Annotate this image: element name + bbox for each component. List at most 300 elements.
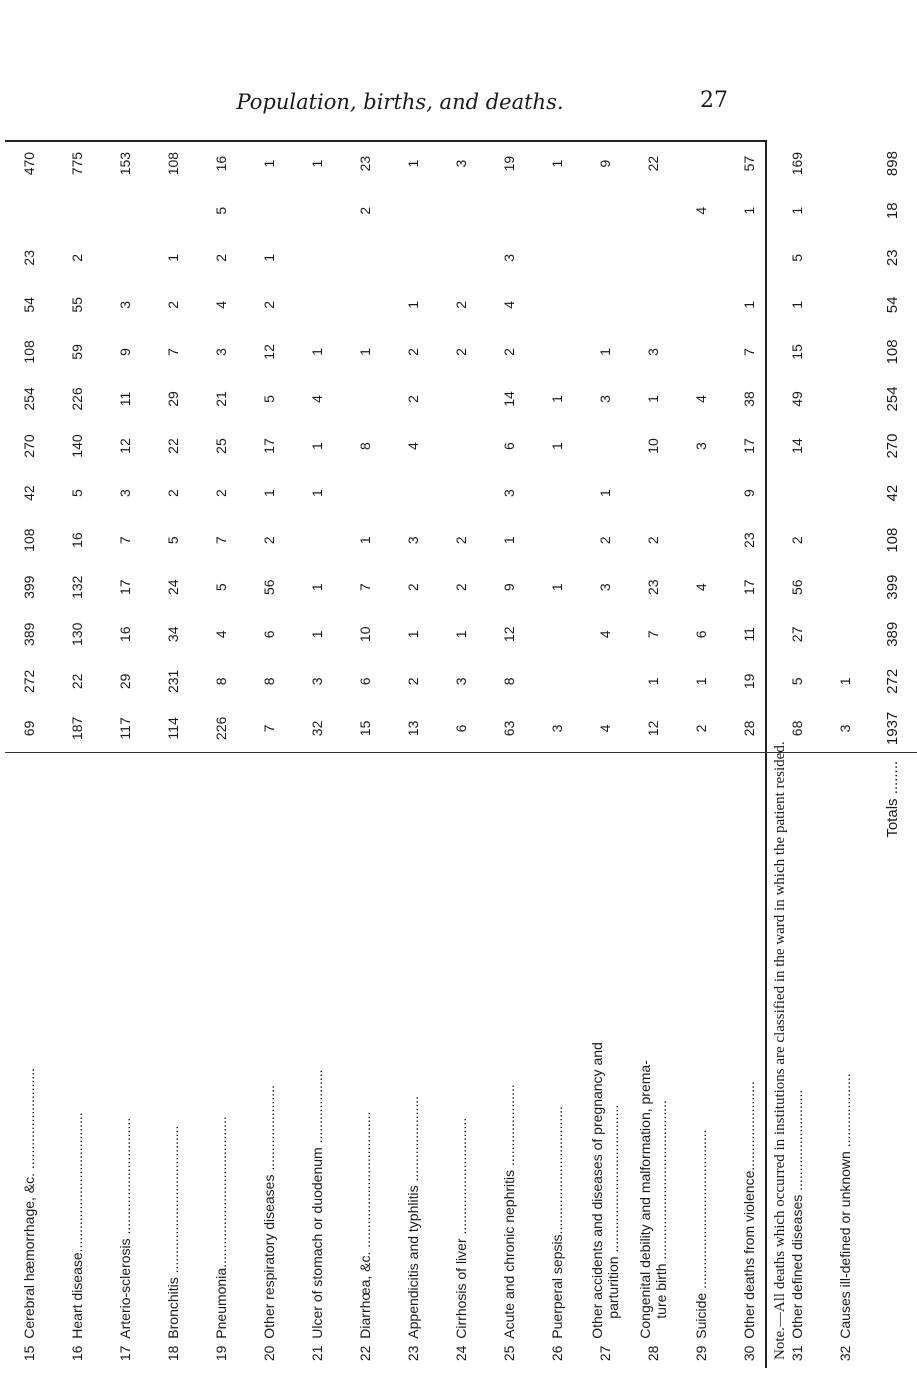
- value-cell: 114: [165, 717, 181, 740]
- table-row: [197, 140, 245, 1368]
- row-number: 25: [501, 1345, 517, 1362]
- value-cell: 2: [213, 489, 229, 497]
- value-cell: 8: [357, 442, 373, 450]
- value-cell: 1: [597, 348, 613, 356]
- value-cell: [533, 281, 581, 328]
- value-cell: 6: [453, 724, 469, 733]
- cause-label: [293, 752, 341, 1338]
- value-cell: 7: [165, 348, 181, 356]
- value-cell: 1: [357, 348, 373, 356]
- cause-text-continued: ture birth .........................................: [653, 1100, 669, 1319]
- row-number: 23: [405, 1345, 421, 1362]
- value-cell: 7: [261, 724, 277, 733]
- cause-text: Arterio-sclerosis ..............................: [117, 1117, 133, 1339]
- value-cell: 1: [549, 442, 565, 450]
- row-number: 21: [309, 1345, 325, 1362]
- total-cell: 1937: [884, 711, 901, 746]
- cause-label: [821, 752, 869, 1338]
- total-cell: 18: [884, 202, 901, 220]
- value-cell: 5: [165, 536, 181, 545]
- cause-text: Ulcer of stomach or duodenum ...................: [309, 1069, 325, 1339]
- value-cell: [581, 281, 629, 328]
- value-cell: 132: [69, 575, 85, 599]
- value-cell: 1: [309, 159, 325, 168]
- value-cell: 23: [21, 250, 37, 266]
- value-cell: 1: [453, 630, 469, 639]
- value-cell: 68: [789, 720, 805, 737]
- value-cell: 4: [213, 300, 229, 309]
- value-cell: 34: [165, 626, 181, 643]
- value-cell: [341, 375, 389, 422]
- value-cell: 17: [261, 438, 277, 454]
- total-cell: 108: [884, 339, 901, 365]
- value-cell: 1: [405, 159, 421, 168]
- value-cell: 3: [597, 583, 613, 592]
- value-cell: 3: [309, 677, 325, 686]
- value-cell: 56: [261, 579, 277, 596]
- row-number: 30: [741, 1345, 757, 1362]
- value-cell: [389, 234, 437, 281]
- value-cell: 38: [741, 391, 757, 407]
- value-cell: [629, 187, 677, 234]
- row-number: 24: [453, 1345, 469, 1362]
- value-cell: [53, 187, 101, 234]
- value-cell: 13: [405, 720, 421, 737]
- value-cell: 2: [405, 348, 421, 356]
- value-cell: 2: [69, 253, 85, 262]
- running-title: Population, births, and deaths.: [236, 90, 564, 114]
- cause-text: Cerebral hæmorrhage, &c. ..........................: [21, 1067, 37, 1339]
- value-cell: [533, 517, 581, 564]
- value-cell: 15: [357, 720, 373, 737]
- value-cell: 7: [213, 536, 229, 545]
- value-cell: 24: [165, 579, 181, 596]
- value-cell: 2: [645, 536, 661, 545]
- value-cell: 153: [117, 151, 133, 176]
- value-cell: 5: [213, 583, 229, 592]
- value-cell: 1: [693, 677, 709, 686]
- page-header: [0, 82, 800, 122]
- value-cell: 1: [309, 583, 325, 592]
- cause-text: Other respiratory diseases ......................: [261, 1085, 277, 1339]
- value-cell: [437, 187, 485, 234]
- value-cell: 56: [789, 579, 805, 596]
- value-cell: 4: [309, 395, 325, 403]
- value-cell: 1: [309, 348, 325, 356]
- value-cell: 108: [21, 340, 37, 364]
- cause-label: [53, 752, 101, 1338]
- value-cell: 9: [597, 159, 613, 168]
- value-cell: 1: [549, 395, 565, 403]
- total-cell: 254: [884, 386, 901, 412]
- row-number: 20: [261, 1345, 277, 1362]
- cause-text: Diarrhœa, &c. ...................................: [357, 1111, 373, 1339]
- row-number: 27: [597, 1345, 613, 1362]
- cause-label: [677, 752, 725, 1338]
- table-row: [5, 140, 53, 1368]
- cause-text: Causes ill-defined or unknown ...................: [837, 1073, 853, 1339]
- cause-text: Bronchitis ......................................: [165, 1125, 181, 1339]
- table-row: [821, 140, 869, 1368]
- cause-label: [341, 752, 389, 1338]
- value-cell: [389, 187, 437, 234]
- value-cell: 8: [501, 677, 517, 686]
- value-cell: 140: [69, 434, 85, 458]
- total-cell: 898: [884, 151, 901, 177]
- cause-label: [485, 752, 533, 1338]
- value-cell: [821, 375, 869, 422]
- value-cell: [581, 234, 629, 281]
- table-row: [149, 140, 197, 1368]
- table-row: [677, 140, 725, 1368]
- value-cell: 1: [789, 300, 805, 309]
- row-number: 19: [213, 1345, 229, 1362]
- row-number: 29: [693, 1345, 709, 1362]
- cause-label: [437, 752, 485, 1338]
- value-cell: 4: [597, 724, 613, 733]
- cause-text: Heart disease....................................: [69, 1112, 85, 1339]
- value-cell: 226: [69, 387, 85, 411]
- value-cell: 2: [453, 348, 469, 356]
- value-cell: [821, 517, 869, 564]
- value-cell: 2: [405, 677, 421, 686]
- value-cell: [677, 281, 725, 328]
- value-cell: 57: [741, 155, 757, 172]
- value-cell: 22: [645, 155, 661, 172]
- value-cell: [101, 234, 149, 281]
- cause-label: [629, 752, 677, 1338]
- value-cell: 4: [405, 442, 421, 450]
- value-cell: 29: [165, 391, 181, 407]
- value-cell: 1: [309, 489, 325, 497]
- value-cell: 2: [165, 489, 181, 497]
- value-cell: 3: [117, 300, 133, 309]
- cause-label: [197, 752, 245, 1338]
- value-cell: 1: [837, 677, 853, 686]
- value-cell: 2: [453, 300, 469, 309]
- value-cell: [677, 328, 725, 375]
- value-cell: [821, 470, 869, 517]
- value-cell: 108: [21, 528, 37, 552]
- value-cell: [437, 470, 485, 517]
- value-cell: [389, 470, 437, 517]
- value-cell: [245, 187, 293, 234]
- value-cell: 4: [213, 630, 229, 639]
- value-cell: [821, 281, 869, 328]
- value-cell: 19: [501, 155, 517, 172]
- value-cell: 21: [213, 391, 229, 407]
- value-cell: 2: [693, 724, 709, 733]
- value-cell: [821, 140, 869, 187]
- value-cell: 389: [21, 622, 37, 646]
- cause-text: Congenital debility and malformation, prema-: [637, 1060, 653, 1339]
- value-cell: 6: [501, 442, 517, 450]
- total-cell: 42: [884, 484, 901, 502]
- value-cell: [533, 187, 581, 234]
- row-number: 32: [837, 1345, 853, 1362]
- value-cell: 17: [117, 579, 133, 596]
- value-cell: 226: [213, 716, 229, 741]
- value-cell: 1: [501, 536, 517, 545]
- value-cell: [581, 423, 629, 470]
- table-row: [629, 140, 677, 1368]
- value-cell: 3: [213, 348, 229, 356]
- table-row: [341, 140, 389, 1368]
- value-cell: [101, 187, 149, 234]
- value-cell: 12: [261, 344, 277, 360]
- total-cell: 399: [884, 574, 901, 600]
- value-cell: 55: [69, 297, 85, 313]
- value-cell: 11: [117, 391, 133, 407]
- value-cell: [821, 611, 869, 658]
- value-cell: [821, 564, 869, 611]
- value-cell: 7: [357, 583, 373, 592]
- table-row: [101, 140, 149, 1368]
- value-cell: [341, 281, 389, 328]
- cause-text: Acute and chronic nephritis .....................: [501, 1084, 517, 1339]
- value-cell: [629, 470, 677, 517]
- value-cell: 1: [357, 536, 373, 545]
- value-cell: 5: [261, 395, 277, 403]
- value-cell: [293, 234, 341, 281]
- value-cell: 3: [693, 442, 709, 450]
- cause-text: Suicide .........................................: [693, 1129, 709, 1339]
- value-cell: 7: [741, 348, 757, 356]
- value-cell: [341, 234, 389, 281]
- row-number: 26: [549, 1345, 565, 1362]
- value-cell: [821, 187, 869, 234]
- cause-text: Cirrhosis of liver ..............................: [453, 1117, 469, 1339]
- value-cell: 1: [405, 630, 421, 639]
- value-cell: 470: [21, 151, 37, 176]
- value-cell: 12: [645, 720, 661, 737]
- value-cell: 1: [597, 489, 613, 497]
- table-row: [389, 140, 437, 1368]
- value-cell: 399: [21, 575, 37, 599]
- value-cell: 8: [213, 677, 229, 686]
- row-number: 28: [645, 1345, 661, 1362]
- value-cell: 2: [453, 583, 469, 592]
- footnote: Note.—All deaths which occurred in institutions are classified in the ward in which the patient resided.: [772, 741, 788, 1360]
- value-cell: 1: [261, 489, 277, 497]
- value-cell: 9: [117, 348, 133, 356]
- value-cell: [629, 281, 677, 328]
- value-cell: 3: [501, 489, 517, 497]
- cause-text: Other deaths from violence.......................: [741, 1081, 757, 1339]
- table-row: [581, 140, 629, 1368]
- cause-label: [581, 752, 629, 1338]
- value-cell: [533, 234, 581, 281]
- value-cell: 1: [261, 253, 277, 262]
- value-cell: 6: [261, 630, 277, 639]
- table-row: [485, 140, 533, 1368]
- value-cell: 254: [21, 387, 37, 411]
- total-cell: 23: [884, 249, 901, 267]
- total-cell: 54: [884, 296, 901, 314]
- cause-text: Pneumonia.......................................: [213, 1116, 229, 1339]
- value-cell: 23: [357, 155, 373, 172]
- value-cell: [677, 140, 725, 187]
- value-cell: [581, 187, 629, 234]
- value-cell: [677, 470, 725, 517]
- value-cell: 4: [693, 206, 709, 215]
- table-row: [533, 140, 581, 1368]
- value-cell: 2: [405, 583, 421, 592]
- value-cell: 3: [453, 159, 469, 168]
- value-cell: 2: [789, 536, 805, 545]
- value-cell: [437, 423, 485, 470]
- value-cell: [533, 611, 581, 658]
- value-cell: [677, 517, 725, 564]
- value-cell: 117: [117, 717, 133, 740]
- value-cell: 2: [501, 348, 517, 356]
- value-cell: 3: [597, 395, 613, 403]
- value-cell: 12: [117, 438, 133, 454]
- value-cell: 2: [261, 300, 277, 309]
- value-cell: 17: [741, 438, 757, 454]
- value-cell: 4: [597, 630, 613, 639]
- value-cell: 187: [69, 716, 85, 741]
- row-number: 31: [789, 1345, 805, 1362]
- value-cell: 272: [21, 669, 37, 694]
- row-number: 16: [69, 1345, 85, 1362]
- value-cell: 1: [309, 442, 325, 450]
- value-cell: 2: [165, 300, 181, 309]
- value-cell: 5: [789, 253, 805, 262]
- cause-label: [5, 752, 53, 1338]
- value-cell: 16: [69, 532, 85, 548]
- value-cell: 9: [501, 583, 517, 592]
- value-cell: [533, 328, 581, 375]
- value-cell: 2: [597, 536, 613, 545]
- value-cell: 3: [645, 348, 661, 356]
- value-cell: 3: [117, 489, 133, 497]
- value-cell: 2: [405, 395, 421, 403]
- value-cell: 27: [789, 626, 805, 643]
- value-cell: [293, 517, 341, 564]
- value-cell: [533, 658, 581, 705]
- totals-label: Totals ........: [869, 752, 917, 1338]
- total-cell: 270: [884, 433, 901, 459]
- value-cell: 1: [645, 677, 661, 686]
- cause-text-continued: parturition ......................................: [605, 1104, 621, 1319]
- value-cell: 2: [453, 536, 469, 545]
- value-cell: 42: [21, 485, 37, 501]
- value-cell: 3: [453, 677, 469, 686]
- value-cell: 169: [789, 151, 805, 176]
- value-cell: 775: [69, 151, 85, 176]
- value-cell: 1: [405, 300, 421, 309]
- value-cell: 1: [549, 159, 565, 168]
- value-cell: 23: [741, 532, 757, 548]
- value-cell: [581, 658, 629, 705]
- value-cell: 14: [501, 391, 517, 407]
- value-cell: 108: [165, 151, 181, 176]
- total-cell: 108: [884, 527, 901, 553]
- cause-text: Other accidents and diseases of pregnancy and: [589, 1042, 605, 1339]
- value-cell: 1: [645, 395, 661, 403]
- value-cell: 63: [501, 720, 517, 737]
- cause-text: Puerperal sepsis.................................: [549, 1106, 565, 1339]
- value-cell: [629, 234, 677, 281]
- value-cell: 15: [789, 344, 805, 360]
- value-cell: 4: [501, 300, 517, 309]
- cause-label: [149, 752, 197, 1338]
- value-cell: 1: [789, 206, 805, 215]
- value-cell: 4: [693, 395, 709, 403]
- value-cell: 17: [741, 579, 757, 596]
- value-cell: [293, 187, 341, 234]
- value-cell: 270: [21, 434, 37, 458]
- value-cell: 2: [261, 536, 277, 545]
- value-cell: 10: [645, 438, 661, 454]
- row-number: 17: [117, 1345, 133, 1362]
- table-row: [293, 140, 341, 1368]
- value-cell: [821, 423, 869, 470]
- cause-label: [245, 752, 293, 1338]
- cause-text: Appendicitis and typhlitis ......................: [405, 1095, 421, 1339]
- page-number: 27: [700, 88, 728, 113]
- totals-number-blank: [869, 1339, 917, 1368]
- value-cell: 3: [501, 253, 517, 262]
- row-number: 15: [21, 1345, 37, 1362]
- value-cell: [533, 470, 581, 517]
- row-number: 18: [165, 1345, 181, 1362]
- value-cell: 2: [357, 206, 373, 215]
- value-cell: 1: [261, 159, 277, 168]
- value-cell: 28: [741, 720, 757, 737]
- value-cell: 3: [405, 536, 421, 545]
- total-cell: 389: [884, 621, 901, 647]
- value-cell: [437, 234, 485, 281]
- value-cell: [437, 375, 485, 422]
- cause-label: [101, 752, 149, 1338]
- value-cell: 4: [693, 583, 709, 592]
- cause-text: Other defined diseases ..........................: [789, 1089, 805, 1339]
- value-cell: 49: [789, 391, 805, 407]
- value-cell: 29: [117, 673, 133, 690]
- value-cell: 9: [741, 489, 757, 497]
- value-cell: 2: [213, 253, 229, 262]
- value-cell: 7: [645, 630, 661, 639]
- value-cell: 6: [693, 630, 709, 639]
- value-cell: 6: [357, 677, 373, 686]
- value-cell: 7: [117, 536, 133, 545]
- value-cell: 69: [21, 720, 37, 737]
- value-cell: [341, 470, 389, 517]
- value-cell: 54: [21, 297, 37, 313]
- value-cell: [821, 328, 869, 375]
- value-cell: [5, 187, 53, 234]
- value-cell: 10: [357, 626, 373, 643]
- value-cell: [149, 187, 197, 234]
- value-cell: 22: [165, 438, 181, 454]
- value-cell: 16: [213, 155, 229, 172]
- total-cell: 272: [884, 668, 901, 694]
- value-cell: 23: [645, 579, 661, 596]
- value-cell: 3: [837, 724, 853, 733]
- value-cell: 19: [741, 673, 757, 690]
- value-cell: 22: [69, 673, 85, 690]
- cause-label: [533, 752, 581, 1338]
- value-cell: [485, 187, 533, 234]
- value-cell: 1: [309, 630, 325, 639]
- table-row: [53, 140, 101, 1368]
- value-cell: 32: [309, 720, 325, 737]
- cause-label: [389, 752, 437, 1338]
- value-cell: [677, 234, 725, 281]
- value-cell: 5: [789, 677, 805, 686]
